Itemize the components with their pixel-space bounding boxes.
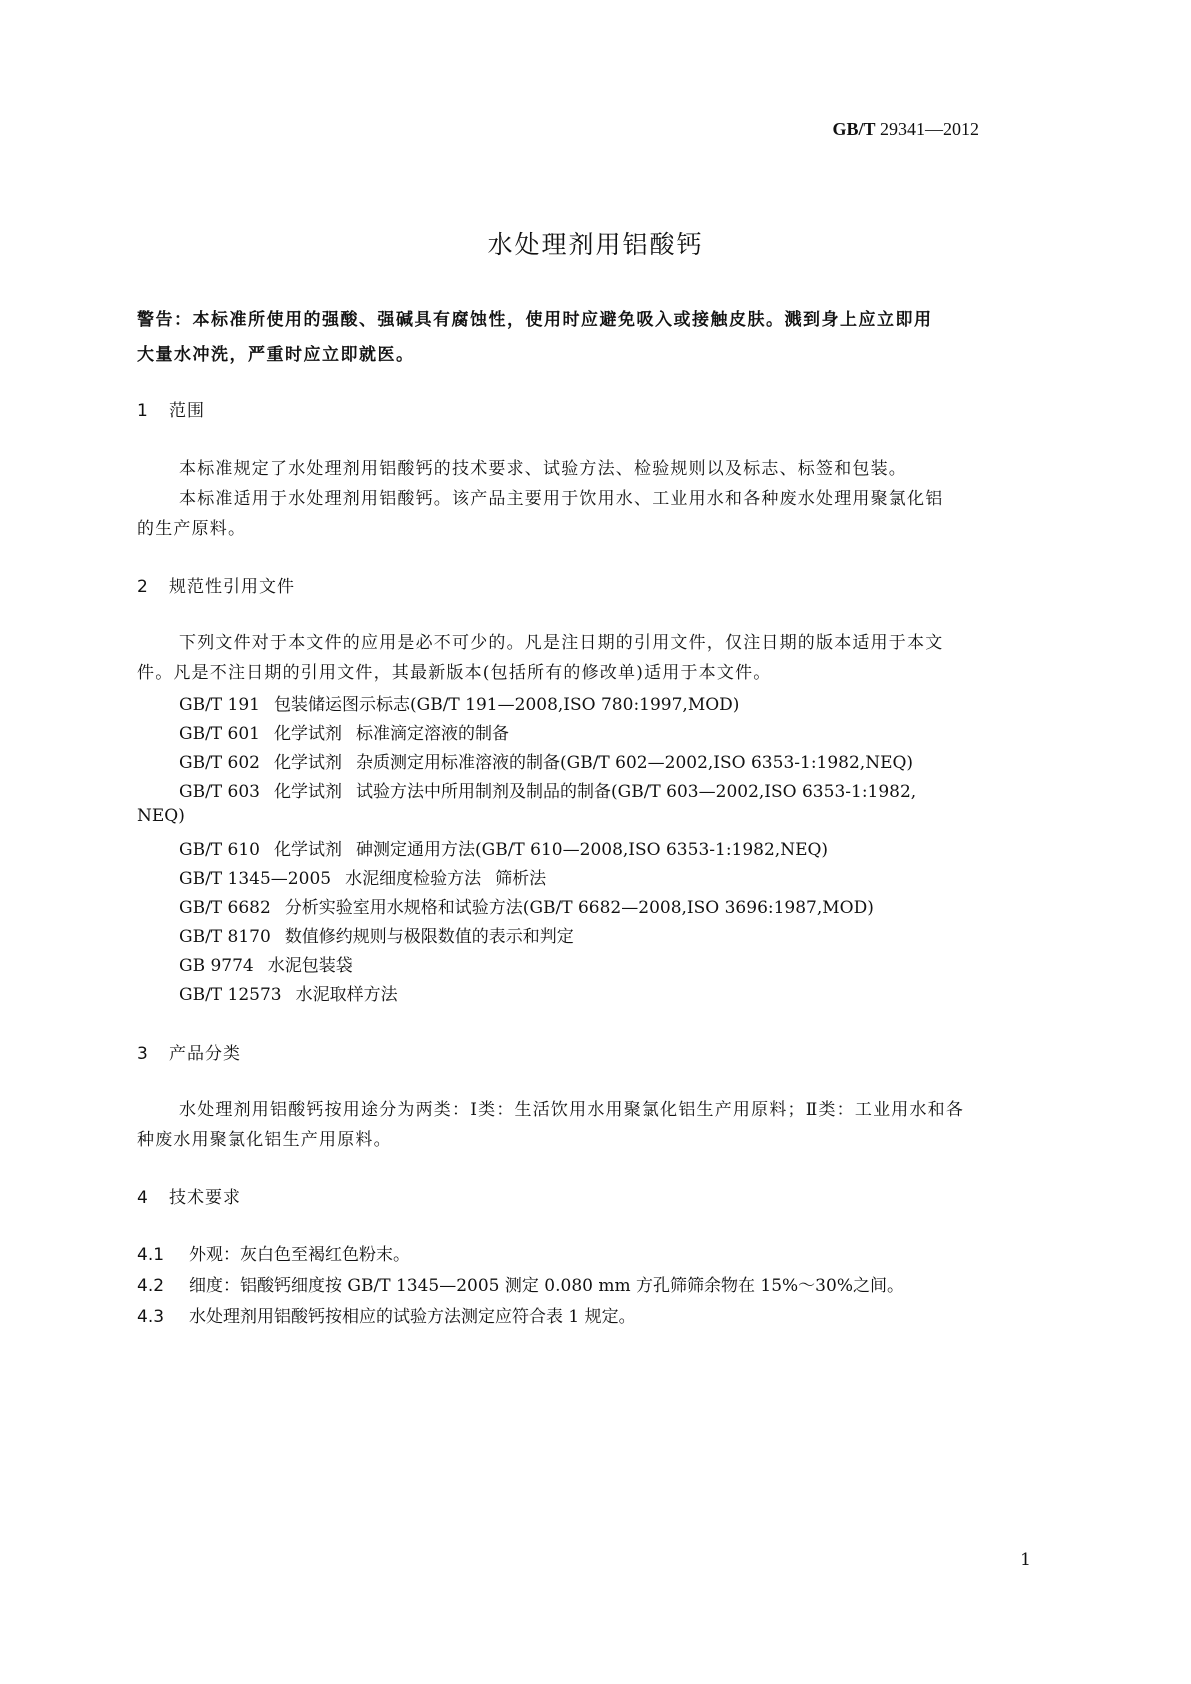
section-3-para-line-1: 水处理剂用铝酸钙按用途分为两类：Ⅰ类：生活饮用水用聚氯化铝生产用原料；Ⅱ类：工业用水和各 <box>179 1100 965 1120</box>
reference-item <box>179 951 353 976</box>
section-4-heading <box>137 1183 241 1208</box>
reference-item <box>179 980 398 1005</box>
reference-item <box>179 893 874 918</box>
section-1-para-2-line-2: 的生产原料。 <box>137 519 247 539</box>
reference-continuation: NEQ) <box>137 806 185 826</box>
reference-title: 砷测定通用方法(GB/T 610—2008,ISO 6353-1:1982,NEQ) <box>356 840 829 860</box>
standard-prefix: GB/T <box>832 119 876 139</box>
document-title: 水处理剂用铝酸钙 <box>487 230 704 259</box>
requirement-number: 4.3 <box>137 1307 165 1327</box>
requirement-number: 4.1 <box>137 1245 165 1265</box>
reference-item <box>179 690 739 715</box>
requirement-item <box>137 1240 410 1265</box>
reference-code: GB 9774 <box>179 956 254 976</box>
section-2-intro-line-2: 件。凡是不注日期的引用文件，其最新版本(包括所有的修改单)适用于本文件。 <box>137 663 772 683</box>
section-3-para-line-2: 种废水用聚氯化铝生产用原料。 <box>137 1130 392 1150</box>
reference-part: 水泥细度检验方法 <box>345 869 482 889</box>
reference-title: 试验方法中所用制剂及制品的制备(GB/T 603—2002,ISO 6353-1:1982, <box>356 782 917 802</box>
reference-part: 化学试剂 <box>274 724 342 744</box>
reference-code: GB/T 8170 <box>179 927 271 947</box>
requirement-number: 4.2 <box>137 1276 165 1296</box>
section-2-heading <box>137 572 295 597</box>
requirement-item <box>137 1271 904 1296</box>
requirement-item <box>137 1302 636 1327</box>
reference-part: 化学试剂 <box>274 753 342 773</box>
warning-line-2: 大量水冲洗，严重时应立即就医。 <box>137 345 415 365</box>
reference-code: GB/T 1345—2005 <box>179 869 332 889</box>
warning-line-1: 警告：本标准所使用的强酸、强碱具有腐蚀性，使用时应避免吸入或接触皮肤。溅到身上应立即用 <box>137 310 933 330</box>
reference-item <box>179 864 546 889</box>
reference-title: 数值修约规则与极限数值的表示和判定 <box>284 927 574 947</box>
reference-title: 包装储运图示标志(GB/T 191—2008,ISO 780:1997,MOD) <box>274 695 740 715</box>
reference-title: 水泥取样方法 <box>295 985 398 1005</box>
requirement-text: 水处理剂用铝酸钙按相应的试验方法测定应符合表 1 规定。 <box>189 1307 636 1327</box>
reference-item <box>179 922 574 947</box>
section-1-para-2-line-1: 本标准适用于水处理剂用铝酸钙。该产品主要用于饮用水、工业用水和各种废水处理用聚氯化铝 <box>179 489 944 509</box>
page-number: 1 <box>1020 1550 1031 1570</box>
section-title: 技术要求 <box>169 1188 241 1208</box>
standard-number: 29341—2012 <box>880 119 979 139</box>
reference-item <box>179 777 916 802</box>
reference-part: 化学试剂 <box>274 782 342 802</box>
reference-code: GB/T 602 <box>179 753 260 773</box>
reference-title: 水泥包装袋 <box>267 956 353 976</box>
section-3-heading <box>137 1039 241 1064</box>
reference-title: 标准滴定溶液的制备 <box>356 724 509 744</box>
reference-code: GB/T 601 <box>179 724 260 744</box>
section-number: 2 <box>137 577 149 597</box>
section-1-heading <box>137 396 205 421</box>
standard-code <box>832 119 979 140</box>
section-2-intro-line-1: 下列文件对于本文件的应用是必不可少的。凡是注日期的引用文件，仅注日期的版本适用于本文 <box>179 633 944 653</box>
reference-item <box>179 835 828 860</box>
reference-code: GB/T 603 <box>179 782 260 802</box>
reference-code: GB/T 6682 <box>179 898 271 918</box>
reference-title: 杂质测定用标准溶液的制备(GB/T 602—2002,ISO 6353-1:1982,NEQ) <box>356 753 914 773</box>
section-title: 规范性引用文件 <box>169 577 295 597</box>
section-number: 1 <box>137 401 149 421</box>
section-number: 4 <box>137 1188 149 1208</box>
requirement-text: 外观：灰白色至褐红色粉末。 <box>189 1245 410 1265</box>
reference-item <box>179 748 913 773</box>
reference-code: GB/T 12573 <box>179 985 282 1005</box>
reference-part: 化学试剂 <box>274 840 342 860</box>
requirement-text: 细度：铝酸钙细度按 GB/T 1345—2005 测定 0.080 mm 方孔筛筛余物在 15%～30%之间。 <box>189 1276 904 1296</box>
reference-title: 筛析法 <box>495 869 547 889</box>
section-title: 产品分类 <box>169 1044 241 1064</box>
reference-item <box>179 719 509 744</box>
reference-code: GB/T 610 <box>179 840 260 860</box>
section-number: 3 <box>137 1044 149 1064</box>
reference-title: 分析实验室用水规格和试验方法(GB/T 6682—2008,ISO 3696:1987,MOD) <box>284 898 874 918</box>
section-title: 范围 <box>169 401 205 421</box>
reference-code: GB/T 191 <box>179 695 260 715</box>
section-1-para-1: 本标准规定了水处理剂用铝酸钙的技术要求、试验方法、检验规则以及标志、标签和包装。 <box>179 459 907 479</box>
